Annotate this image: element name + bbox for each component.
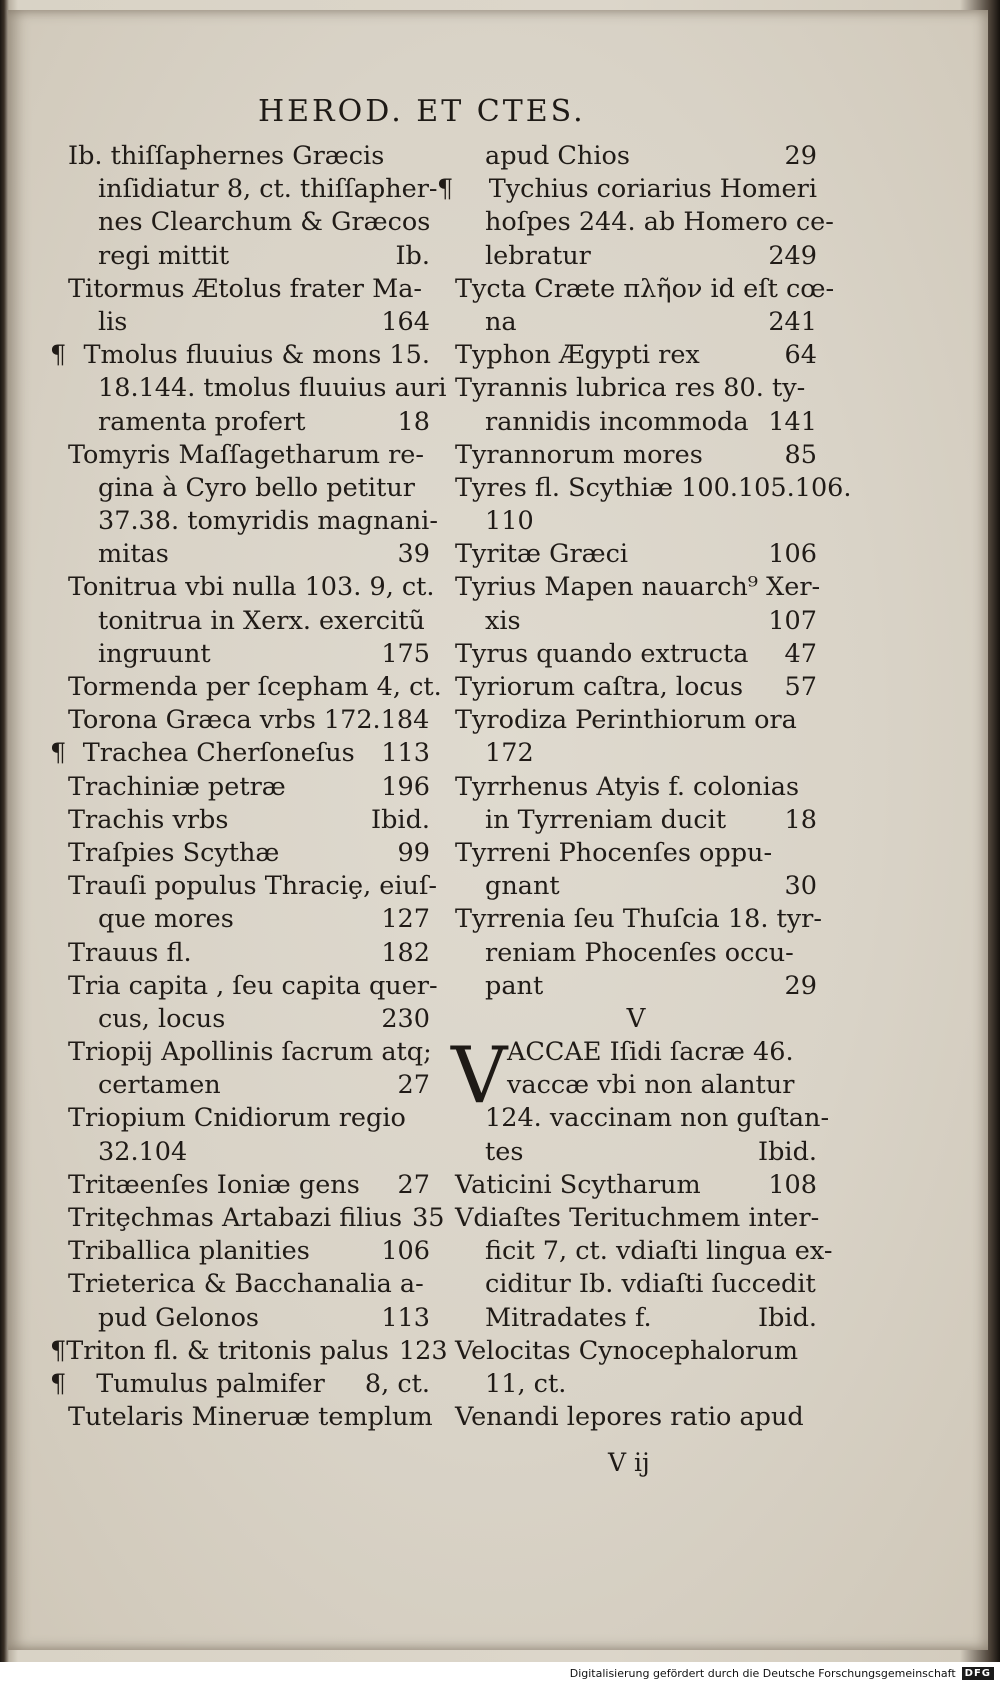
entry-line [455, 1102, 830, 1135]
entry-line [437, 173, 817, 206]
page-reference: 30 [784, 871, 817, 902]
entry-text: que mores [98, 904, 234, 935]
entry-text: pant [485, 970, 544, 1001]
entry-line [68, 1036, 430, 1069]
index-entry [455, 273, 835, 339]
entry-text: in Tyrreniam ducit [485, 804, 727, 835]
page-reference: 164 [381, 306, 430, 337]
index-entry [455, 1202, 833, 1335]
entry-line [455, 472, 852, 505]
left-column [50, 140, 448, 1434]
entry-text: Tyrrhenus Atyis f. colonias [455, 771, 800, 802]
entry-line [455, 273, 835, 306]
entry-text: Typhon Ægypti rex [455, 340, 700, 371]
entry-line [455, 638, 817, 671]
page-reference: 27 [397, 1070, 430, 1101]
pilcrow-icon: ¶ [50, 738, 67, 769]
entry-line [68, 1202, 445, 1235]
entry-text: vaccæ vbi non alantur [507, 1070, 795, 1101]
entry-text: Trieterica & Bacchanalia a- [68, 1269, 424, 1300]
entry-line [68, 273, 430, 306]
entry-line [455, 771, 817, 804]
page-reference: Ib. [395, 240, 430, 271]
entry-line [68, 1069, 430, 1102]
dropcap-initial: V [451, 1031, 508, 1122]
entry-text: Triopij Apollinis ſacrum atq; [68, 1037, 432, 1068]
entry-text: gnant [485, 871, 560, 902]
dropcap-entry [451, 1031, 830, 1169]
entry-line [68, 206, 430, 239]
entry-line [455, 737, 817, 770]
entry-line [68, 372, 447, 405]
entry-line [68, 472, 430, 505]
running-head: HEROD. ET CTES. [258, 94, 586, 129]
index-entry [68, 937, 430, 970]
index-entry [50, 1335, 448, 1368]
entry-line [455, 970, 817, 1003]
index-entry [455, 771, 817, 837]
index-entry [68, 140, 438, 273]
entry-text: reniam Phocenſes occu- [485, 937, 794, 968]
page-signature: V ij [608, 1448, 650, 1477]
page-reference: 57 [784, 672, 817, 702]
page-reference: 106 [381, 1236, 430, 1267]
index-entry [68, 1036, 430, 1102]
entry-text: 124. vaccinam non guſtan- [485, 1103, 830, 1134]
index-entry [68, 1235, 430, 1268]
entry-text: Tritȩchmas Artabazi filius [68, 1203, 403, 1233]
entry-text: 32.104 [98, 1136, 188, 1167]
entry-text: Tormenda per ſcepham 4, ct. [68, 672, 442, 702]
entry-text: inſidiatur 8, ct. thiſſapher- [98, 174, 438, 205]
page-reference: 249 [768, 240, 817, 271]
section-letter: V [626, 1003, 646, 1034]
entry-line [50, 339, 430, 372]
entry-text: cus, locus [98, 1003, 226, 1034]
entry-line [68, 439, 430, 472]
index-entry [68, 704, 430, 737]
right-column [437, 140, 852, 1434]
entry-line [455, 1302, 817, 1335]
entry-line [68, 804, 430, 837]
index-entry [455, 1169, 817, 1202]
pilcrow-icon: ¶ [50, 340, 67, 371]
entry-text: Vdiaſtes Terituchmem inter- [455, 1203, 820, 1233]
page-reference: 8, ct. [364, 1368, 430, 1399]
index-entry [50, 339, 447, 439]
entry-line [50, 1335, 448, 1368]
entry-text: xis [485, 605, 521, 636]
entry-text: Tyriorum caſtra, locus [455, 672, 744, 702]
entry-text: Triballica planities [68, 1236, 310, 1267]
entry-line [68, 505, 438, 538]
index-entry [455, 671, 817, 704]
page-reference: 196 [381, 771, 430, 802]
entry-line [455, 1169, 817, 1202]
entry-line [455, 240, 817, 273]
page-reference: 27 [397, 1169, 430, 1200]
index-entry [68, 1401, 433, 1434]
entry-text: Trachea Cherſoneſus [82, 738, 355, 769]
page-reference: 29 [784, 970, 817, 1001]
entry-text: gina à Cyro bello petitur [98, 472, 415, 503]
entry-text: ficit 7, ct. vdiaſti lingua ex- [485, 1236, 833, 1267]
entry-text: Triopium Cnidiorum regio [68, 1103, 406, 1134]
entry-text: Tyres fl. Scythiæ 100.105.106. [455, 472, 852, 503]
entry-text: Trachiniæ petræ [68, 771, 286, 802]
page-reference: 141 [768, 406, 817, 437]
entry-text: Mitradates f. [485, 1302, 652, 1333]
index-entry [68, 1169, 430, 1202]
entry-line [68, 173, 438, 206]
index-entry [455, 638, 817, 671]
entry-text: 37.38. tomyridis magnani- [98, 506, 438, 537]
index-entry [455, 140, 817, 173]
entry-text: 110 [485, 506, 534, 537]
index-entry [68, 771, 430, 804]
page-reference: 47 [784, 638, 817, 669]
entry-text: Trachis vrbs [68, 804, 229, 835]
entry-text: Tyrreni Phocenſes oppu- [455, 837, 773, 868]
page-reference: 85 [784, 439, 817, 470]
index-entry [455, 439, 817, 472]
index-entry [68, 1202, 445, 1235]
page-reference: 241 [768, 306, 817, 337]
entry-text: nes Clearchum & Græcos [98, 207, 431, 238]
entry-line [68, 1136, 430, 1169]
entry-line [455, 571, 821, 604]
entry-line [68, 638, 430, 671]
page-reference: 175 [381, 638, 430, 669]
entry-text: hoſpes 244. ab Homero ce- [485, 207, 834, 238]
entry-text: Tomyris Maſſagetharum re- [68, 439, 424, 470]
index-entry [455, 704, 817, 770]
entry-line [68, 538, 430, 571]
entry-text: pud Gelonos [98, 1302, 260, 1333]
entry-text: Traſpies Scythæ [68, 837, 280, 868]
pilcrow-icon: ¶ [50, 1368, 67, 1399]
digitization-credit-bar [0, 1662, 1000, 1684]
page-reference: 39 [397, 539, 430, 570]
entry-text: Tonitrua vbi nulla 103. 9, ct. [68, 572, 435, 603]
index-entry [437, 173, 834, 273]
book-page [8, 10, 988, 1650]
entry-line [455, 505, 817, 538]
entry-line [68, 1268, 430, 1301]
page-reference: 106 [768, 539, 817, 570]
entry-line [455, 1368, 817, 1401]
entry-line [68, 771, 430, 804]
entry-line [455, 140, 817, 173]
entry-line [455, 406, 817, 439]
dfg-logo: DFG [962, 1667, 994, 1680]
entry-line [455, 1036, 817, 1069]
entry-line [455, 1335, 817, 1368]
entry-text: Tumulus palmifer [96, 1368, 325, 1399]
index-entry [68, 1102, 430, 1168]
entry-text: rannidis incommoda [485, 406, 749, 437]
entry-text: Tyrus quando extructa [455, 638, 749, 669]
entry-text: Triton fl. & tritonis palus [66, 1335, 389, 1366]
entry-text: ingruunt [98, 638, 211, 669]
index-entry [455, 1335, 817, 1401]
entry-line [455, 937, 817, 970]
entry-text: Torona Græca vrbs 172.184 [68, 705, 430, 736]
index-entry [455, 372, 817, 438]
entry-line [455, 538, 817, 571]
entry-text: tonitrua in Xerx. exercitũ [98, 605, 425, 636]
page-reference: 18 [784, 804, 817, 835]
entry-line [68, 870, 438, 903]
page-reference: 35 [412, 1203, 445, 1233]
entry-line [68, 605, 430, 638]
entry-line [68, 671, 442, 704]
entry-text: Tutelaris Mineruæ templum [68, 1402, 433, 1433]
entry-line [455, 306, 817, 339]
entry-text: ramenta profert [98, 406, 306, 437]
entry-text: 11, ct. [485, 1368, 567, 1399]
entry-text: Tyrius Mapen nauarch⁹ Xer- [455, 572, 821, 603]
entry-line [455, 1136, 817, 1169]
entry-line [455, 206, 834, 239]
entry-text: Venandi lepores ratio apud [455, 1402, 804, 1433]
entry-text: lebratur [485, 240, 591, 271]
entry-text: Tychius coriarius Homeri [488, 174, 817, 205]
entry-line [455, 1069, 817, 1102]
index-entry [68, 837, 430, 870]
entry-text: Tycta Cræte πλῆον id eſt cœ- [455, 273, 835, 304]
entry-line [68, 240, 430, 273]
page-reference: Ibid. [758, 1136, 817, 1167]
entry-line [455, 339, 817, 372]
entry-line [68, 406, 430, 439]
index-entry [455, 903, 822, 1003]
entry-text: ciditur Ib. vdiaſti ſuccedit [485, 1269, 816, 1300]
entry-line [68, 837, 430, 870]
index-entry [455, 1401, 817, 1434]
entry-text: na [485, 306, 517, 337]
entry-line [68, 970, 438, 1003]
entry-line [68, 903, 430, 936]
pilcrow-icon: ¶ [437, 174, 454, 205]
entry-line [68, 937, 430, 970]
entry-line [455, 804, 817, 837]
entry-line [455, 704, 817, 737]
index-entry [68, 970, 438, 1036]
index-entry [50, 737, 430, 770]
index-entry [455, 837, 817, 903]
entry-line [455, 903, 822, 936]
entry-line [455, 1202, 820, 1235]
entry-line [455, 1268, 817, 1301]
index-entry [50, 1368, 430, 1401]
index-entry [455, 538, 817, 571]
entry-text: Tyrannis lubrica res 80. ty- [455, 373, 806, 404]
entry-line [68, 704, 430, 737]
page-reference: Ibid. [371, 804, 430, 835]
entry-line [68, 1169, 430, 1202]
entry-line [455, 439, 817, 472]
entry-text: Titormus Ætolus frater Ma- [68, 273, 423, 304]
entry-text: Tmolus fluuius & mons 15. [83, 340, 430, 371]
page-reference: 230 [381, 1003, 430, 1034]
page-reference: 113 [381, 738, 430, 769]
entry-text: tes [485, 1136, 524, 1167]
entry-line [50, 1368, 430, 1401]
entry-text: Vaticini Scytharum [455, 1169, 701, 1200]
entry-line [68, 140, 430, 173]
entry-text: 172 [485, 738, 534, 769]
index-entry [68, 870, 438, 936]
page-reference: 29 [784, 141, 817, 171]
entry-line [455, 1401, 817, 1434]
pilcrow-icon: ¶ [50, 1335, 67, 1366]
entry-text: Velocitas Cynocephalorum [455, 1335, 799, 1366]
entry-line [50, 737, 430, 770]
entry-text: mitas [98, 539, 169, 570]
index-entry [68, 671, 442, 704]
entry-line [455, 671, 817, 704]
page-reference: 108 [768, 1169, 817, 1200]
entry-line [455, 1235, 833, 1268]
entry-text: Tyrrenia ſeu Thuſcia 18. tyr- [455, 904, 822, 935]
entry-text: regi mittit [98, 240, 230, 271]
page-reference: 107 [768, 605, 817, 636]
index-entry [455, 472, 852, 538]
entry-line [68, 1235, 430, 1268]
page-reference: 18 [397, 406, 430, 437]
entry-text: lis [98, 306, 128, 337]
entry-text: certamen [98, 1070, 221, 1101]
entry-text: Tyrannorum mores [455, 439, 703, 470]
entry-line [455, 605, 817, 638]
entry-text: ACCAE Iſidi ſacræ 46. [507, 1037, 794, 1068]
index-entry [455, 571, 821, 637]
entry-line [68, 1302, 430, 1335]
page-reference: 127 [381, 904, 430, 935]
page-reference: 182 [381, 937, 430, 968]
index-entry [68, 571, 435, 671]
entry-text: Tyritæ Græci [455, 539, 629, 570]
entry-text: Trauſi populus Thraciȩ, eiuſ- [68, 871, 438, 902]
page-reference: 113 [381, 1302, 430, 1333]
entry-line [68, 1003, 430, 1036]
entry-line [68, 306, 430, 339]
entry-text: Tria capita , ſeu capita quer- [68, 970, 438, 1001]
entry-text: Ib. thiſſaphernes Græcis [68, 141, 385, 171]
entry-line [68, 1401, 433, 1434]
digitization-credit: Digitalisierung gefördert durch die Deutsche Forschungsgemeinschaft [569, 1666, 956, 1680]
page-reference: 64 [784, 340, 817, 371]
entry-line [455, 837, 817, 870]
entry-text: Trauus fl. [68, 937, 192, 968]
index-entry [68, 1268, 430, 1334]
entry-line [68, 1102, 430, 1135]
index-entry [68, 804, 430, 837]
index-entry [68, 273, 430, 339]
entry-line [455, 870, 817, 903]
page-reference: 123 [398, 1335, 448, 1366]
entry-text: 18.144. tmolus fluuius auri [98, 373, 447, 404]
entry-text: Tyrodiza Perinthiorum ora [455, 705, 797, 736]
entry-text: Tritæenſes Ioniæ gens [68, 1169, 360, 1200]
entry-line [455, 372, 817, 405]
entry-text: apud Chios [485, 141, 630, 171]
index-entry [455, 339, 817, 372]
page-reference: 99 [397, 837, 430, 868]
index-entry [68, 439, 438, 572]
entry-line [68, 571, 435, 604]
page-reference: Ibid. [758, 1302, 817, 1333]
